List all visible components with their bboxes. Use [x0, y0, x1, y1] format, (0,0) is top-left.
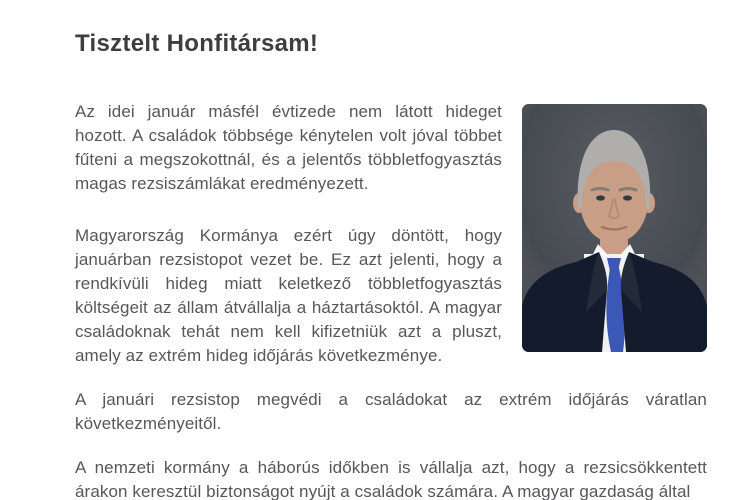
paragraph-national-government: A nemzeti kormány a háborús időkben is vállalja azt, hogy a rezsicsökkentett árakon keresztül biztonságot nyújt a családok számára. A magyar gazdaság által	[75, 458, 707, 500]
portrait-photo	[522, 104, 707, 352]
letter-body	[0, 100, 750, 500]
portrait-illustration	[522, 104, 707, 352]
paragraph-cold-january: Az idei január másfél évtizede nem látott hideget hozott. A családok többsége kénytelen volt jóval többet fűteni a megszokottnál, és a jelentős többletfogyasztás magas rezsiszámlákat eredményezett.	[75, 102, 502, 193]
portrait-eye-right	[623, 195, 632, 200]
paragraph-rezsistop-protection: A januári rezsistop megvédi a családokat az extrém időjárás váratlan következményeitől.	[75, 390, 707, 433]
paragraph-rezsistop-decision: Magyarország Kormánya ezért úgy döntött, hogy januárban rezsistopot vezet be. Ez azt jelenti, hogy a rendkívüli hideg miatt keletkező többletfogyasztás költségeit az állam átvállalja a háztartásoktól. A magyar családoknak tehát nem kell kifizetniük azt a pluszt, amely az extrém hideg időjárás következménye.	[75, 226, 502, 365]
portrait-eyebrow-right	[620, 189, 636, 191]
portrait-eyebrow-left	[592, 189, 608, 191]
letter-title: Tisztelt Honfitársam!	[75, 30, 319, 57]
portrait-eye-left	[596, 195, 605, 200]
